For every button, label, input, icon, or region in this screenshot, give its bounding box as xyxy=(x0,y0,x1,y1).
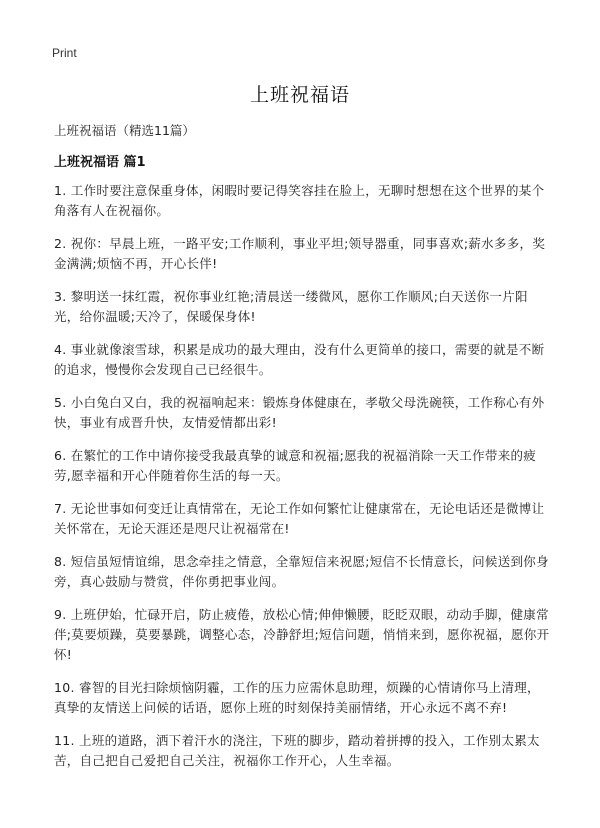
blessing-item-7: 7. 无论世事如何变迁让真情常在，无论工作如何繁忙让健康常在，无论电话还是微博让关怀常在，无论天涯还是咫尺让祝福常在! xyxy=(54,501,545,536)
blessing-item-2: 2. 祝你：早晨上班，一路平安;工作顺利，事业平坦;领导器重，同事喜欢;薪水多多，奖金满满;烦恼不再，开心长伴! xyxy=(54,236,546,271)
blessing-item-11: 11. 上班的道路，洒下着汗水的浇注，下班的脚步，踏动着拼搏的投入，工作别太累太苦，自己把自己爱把自己关注，祝福你工作开心，人生幸福。 xyxy=(54,733,540,768)
section-heading: 上班祝福语 篇1 xyxy=(54,155,146,170)
blessing-item-10: 10. 睿智的目光扫除烦恼阴霾，工作的压力应需休息助理，烦躁的心情请你马上清理，真挚的友情送上问候的话语，愿你上班的时刻保持美丽情绪，开心永远不离不弃! xyxy=(54,680,540,715)
page-title: 上班祝福语 xyxy=(249,84,350,106)
blessing-item-9: 9. 上班伊始，忙碌开启，防止疲倦，放松心情;伸伸懒腰，眨眨双眼，动动手脚，健康常伴;莫要烦躁，莫要暴跳，调整心态，冷静舒坦;短信问题，悄悄来到，愿你祝福，愿你开怀! xyxy=(54,607,550,662)
print-link[interactable]: Print xyxy=(52,46,77,60)
blessing-item-5: 5. 小白兔白又白，我的祝福响起来：锻炼身体健康在，孝敬父母洗碗筷，工作称心有外快，事业有成晋升快，友情爱情都出彩! xyxy=(54,395,545,430)
blessing-list xyxy=(54,181,550,784)
blessing-item-3: 3. 黎明送一抹红霞，祝你事业红艳;清晨送一缕微风，愿你工作顺风;白天送你一片阳光，给你温暖;天冷了，保暖保身体! xyxy=(54,289,528,324)
blessing-item-8: 8. 短信虽短情谊绵，思念牵挂之情意，全靠短信来祝愿;短信不长情意长，问候送到你身旁，真心鼓励与赞赏，伴你勇把事业闯。 xyxy=(54,554,549,589)
document-subtitle: 上班祝福语（精选11篇） xyxy=(54,123,195,138)
blessing-item-1: 1. 工作时要注意保重身体，闲暇时要记得笑容挂在脸上，无聊时想想在这个世界的某个角落有人在祝福你。 xyxy=(54,183,545,218)
blessing-item-6: 6. 在繁忙的工作中请你接受我最真挚的诚意和祝福;愿我的祝福消除一天工作带来的疲劳,愿幸福和开心伴随着你生活的每一天。 xyxy=(54,448,537,483)
blessing-item-4: 4. 事业就像滚雪球，积累是成功的最大理由，没有什么更简单的接口，需要的就是不断的追求，慢慢你会发现自己已经很牛。 xyxy=(54,342,545,377)
